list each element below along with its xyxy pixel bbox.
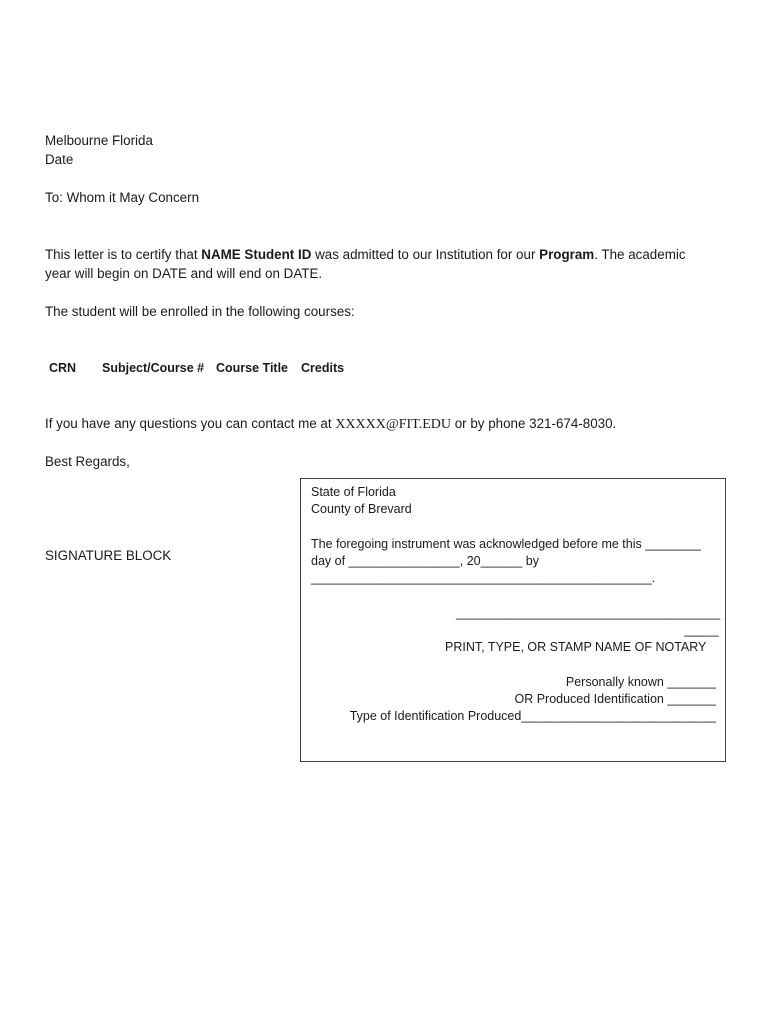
course-header-credits: Credits xyxy=(301,361,345,375)
body-text: was admitted to our Institution for our xyxy=(311,247,540,262)
contact-text: If you have any questions you can contact me at xyxy=(45,416,336,431)
notary-state: State of Florida xyxy=(311,485,396,499)
notary-id-type: Type of Identification Produced____________________________ xyxy=(349,709,716,723)
student-name-id: NAME Student ID xyxy=(201,247,312,262)
contact-phone: or by phone 321-674-8030. xyxy=(451,416,617,431)
body-paragraph-line-1 xyxy=(45,246,686,264)
body-text: This letter is to certify that xyxy=(45,247,202,262)
notary-produced-id: OR Produced Identification _______ xyxy=(514,692,716,706)
notary-county: County of Brevard xyxy=(311,502,412,516)
signature-block: SIGNATURE BLOCK xyxy=(45,548,172,563)
closing: Best Regards, xyxy=(45,454,130,469)
notary-ack-line-2: day of ________________, 20______ by xyxy=(311,554,539,568)
salutation: To: Whom it May Concern xyxy=(45,190,200,205)
contact-line xyxy=(45,415,616,434)
course-header-crn: CRN xyxy=(49,361,77,375)
notary-ack-line-3: _________________________________________________. xyxy=(311,571,656,585)
notary-ack-line-1: The foregoing instrument was acknowledged before me this ________ xyxy=(311,537,701,551)
notary-signature-line: ______________________________________ xyxy=(456,606,721,620)
notary-signature-line-2: _____ xyxy=(684,623,719,637)
course-header-subject: Subject/Course # xyxy=(102,361,205,375)
body-paragraph-line-2: year will begin on DATE and will end on DATE. xyxy=(45,266,323,281)
date-line: Date xyxy=(45,152,74,167)
notary-acknowledgment-box xyxy=(300,478,726,762)
city-line: Melbourne Florida xyxy=(45,133,153,148)
contact-email: XXXXX@FIT.EDU xyxy=(335,417,451,432)
program-name: Program xyxy=(539,247,595,262)
notary-print-name-label: PRINT, TYPE, OR STAMP NAME OF NOTARY xyxy=(445,640,707,654)
notary-personally-known: Personally known _______ xyxy=(565,675,716,689)
course-header-title: Course Title xyxy=(216,361,289,375)
enrolled-statement: The student will be enrolled in the following courses: xyxy=(45,304,355,319)
body-text: . The academic xyxy=(594,247,686,262)
